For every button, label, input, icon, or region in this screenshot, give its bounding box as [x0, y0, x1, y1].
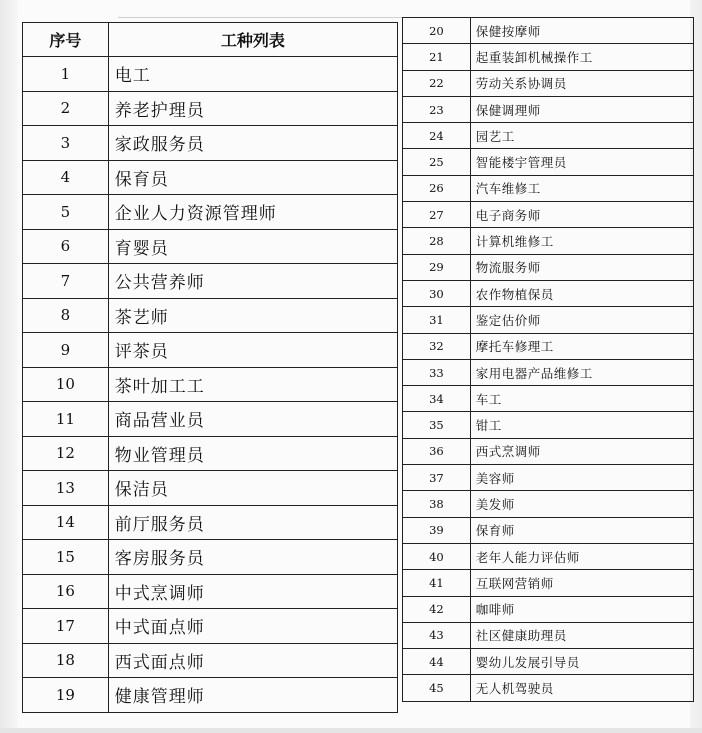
occupation-name: 保健按摩师 [470, 18, 693, 44]
occupation-name: 钳工 [470, 412, 693, 438]
occupation-name: 婴幼儿发展引导员 [470, 649, 693, 675]
occupation-name: 美发师 [470, 491, 693, 517]
occupation-name: 咖啡师 [470, 596, 693, 622]
top-divider [118, 7, 418, 18]
table-row [23, 229, 398, 264]
table-row [23, 540, 398, 575]
occupation-name: 美容师 [470, 465, 693, 491]
bottom-edge [0, 728, 702, 733]
occupation-name: 西式烹调师 [470, 438, 693, 464]
row-number: 39 [403, 517, 471, 543]
row-number: 2 [23, 91, 109, 126]
occupation-name: 劳动关系协调员 [470, 70, 693, 96]
occupation-name: 家政服务员 [108, 126, 397, 161]
occupation-name: 评茶员 [108, 333, 397, 368]
table-row [23, 264, 398, 299]
row-number: 32 [403, 333, 471, 359]
table-row [403, 307, 694, 333]
occupation-name: 园艺工 [470, 123, 693, 149]
row-number: 6 [23, 229, 109, 264]
table-row [403, 543, 694, 569]
occupation-name: 农作物植保员 [470, 280, 693, 306]
row-number: 3 [23, 126, 109, 161]
occupation-name: 中式面点师 [108, 609, 397, 644]
row-number: 37 [403, 465, 471, 491]
occupation-name: 物流服务师 [470, 254, 693, 280]
header-number: 序号 [23, 23, 109, 57]
row-number: 15 [23, 540, 109, 575]
table-row [403, 675, 694, 701]
occupation-name: 保健调理师 [470, 96, 693, 122]
table-row [403, 359, 694, 385]
occupation-name: 公共营养师 [108, 264, 397, 299]
row-number: 28 [403, 228, 471, 254]
occupation-name: 智能楼宇管理员 [470, 149, 693, 175]
occupation-name: 企业人力资源管理师 [108, 195, 397, 230]
occupation-name: 健康管理师 [108, 678, 397, 713]
occupation-name: 物业管理员 [108, 436, 397, 471]
table-row [23, 333, 398, 368]
occupation-name: 保育员 [108, 160, 397, 195]
occupation-name: 电子商务师 [470, 202, 693, 228]
table-row [403, 280, 694, 306]
row-number: 11 [23, 402, 109, 437]
row-number: 23 [403, 96, 471, 122]
row-number: 10 [23, 367, 109, 402]
row-number: 26 [403, 175, 471, 201]
occupation-name: 摩托车修理工 [470, 333, 693, 359]
table-row [403, 596, 694, 622]
occupation-table-left [22, 22, 398, 713]
row-number: 36 [403, 438, 471, 464]
row-number: 5 [23, 195, 109, 230]
row-number: 19 [23, 678, 109, 713]
table-row [403, 438, 694, 464]
table-row [403, 570, 694, 596]
occupation-table-right [402, 17, 694, 702]
row-number: 43 [403, 622, 471, 648]
row-number: 18 [23, 643, 109, 678]
occupation-name: 养老护理员 [108, 91, 397, 126]
row-number: 1 [23, 57, 109, 92]
row-number: 20 [403, 18, 471, 44]
row-number: 12 [23, 436, 109, 471]
occupation-name: 茶艺师 [108, 298, 397, 333]
table-row [23, 160, 398, 195]
occupation-name: 保洁员 [108, 471, 397, 506]
row-number: 40 [403, 543, 471, 569]
table-row [23, 678, 398, 713]
table-row [403, 412, 694, 438]
occupation-name: 汽车维修工 [470, 175, 693, 201]
occupation-name: 客房服务员 [108, 540, 397, 575]
table-row [23, 91, 398, 126]
table-row [23, 126, 398, 161]
table-row [23, 436, 398, 471]
row-number: 38 [403, 491, 471, 517]
row-number: 13 [23, 471, 109, 506]
occupation-name: 计算机维修工 [470, 228, 693, 254]
table-row [403, 18, 694, 44]
table-row [403, 465, 694, 491]
table-row [23, 643, 398, 678]
table-row [23, 195, 398, 230]
row-number: 14 [23, 505, 109, 540]
occupation-name: 车工 [470, 386, 693, 412]
table-row [403, 649, 694, 675]
occupation-name: 起重装卸机械操作工 [470, 44, 693, 70]
row-number: 4 [23, 160, 109, 195]
occupation-name: 育婴员 [108, 229, 397, 264]
occupation-name: 无人机驾驶员 [470, 675, 693, 701]
occupation-name: 西式面点师 [108, 643, 397, 678]
row-number: 9 [23, 333, 109, 368]
table-header-row [23, 23, 398, 57]
table-row [403, 228, 694, 254]
table-row [403, 123, 694, 149]
occupation-name: 商品营业员 [108, 402, 397, 437]
occupation-name: 老年人能力评估师 [470, 543, 693, 569]
table-row [23, 574, 398, 609]
header-occupation-list: 工种列表 [108, 23, 397, 57]
table-row [403, 622, 694, 648]
table-row [403, 149, 694, 175]
row-number: 8 [23, 298, 109, 333]
row-number: 29 [403, 254, 471, 280]
table-row [403, 386, 694, 412]
table-row [403, 202, 694, 228]
row-number: 7 [23, 264, 109, 299]
table-row [403, 491, 694, 517]
table-row [23, 298, 398, 333]
occupation-name: 社区健康助理员 [470, 622, 693, 648]
occupation-name: 中式烹调师 [108, 574, 397, 609]
row-number: 21 [403, 44, 471, 70]
row-number: 17 [23, 609, 109, 644]
table-row [23, 367, 398, 402]
row-number: 31 [403, 307, 471, 333]
row-number: 24 [403, 123, 471, 149]
table-row [23, 471, 398, 506]
row-number: 44 [403, 649, 471, 675]
table-row [403, 44, 694, 70]
table-row [23, 505, 398, 540]
occupation-name: 家用电器产品维修工 [470, 359, 693, 385]
row-number: 25 [403, 149, 471, 175]
row-number: 35 [403, 412, 471, 438]
row-number: 33 [403, 359, 471, 385]
table-row [403, 96, 694, 122]
row-number: 42 [403, 596, 471, 622]
table-row [23, 609, 398, 644]
occupation-name: 保育师 [470, 517, 693, 543]
row-number: 34 [403, 386, 471, 412]
row-number: 45 [403, 675, 471, 701]
table-row [403, 175, 694, 201]
table-row [403, 517, 694, 543]
row-number: 41 [403, 570, 471, 596]
row-number: 27 [403, 202, 471, 228]
occupation-name: 互联网营销师 [470, 570, 693, 596]
row-number: 16 [23, 574, 109, 609]
occupation-name: 茶叶加工工 [108, 367, 397, 402]
row-number: 30 [403, 280, 471, 306]
table-row [403, 333, 694, 359]
table-row [403, 70, 694, 96]
occupation-name: 鉴定估价师 [470, 307, 693, 333]
row-number: 22 [403, 70, 471, 96]
occupation-name: 电工 [108, 57, 397, 92]
table-row [23, 402, 398, 437]
table-row [23, 57, 398, 92]
table-row [403, 254, 694, 280]
occupation-name: 前厅服务员 [108, 505, 397, 540]
